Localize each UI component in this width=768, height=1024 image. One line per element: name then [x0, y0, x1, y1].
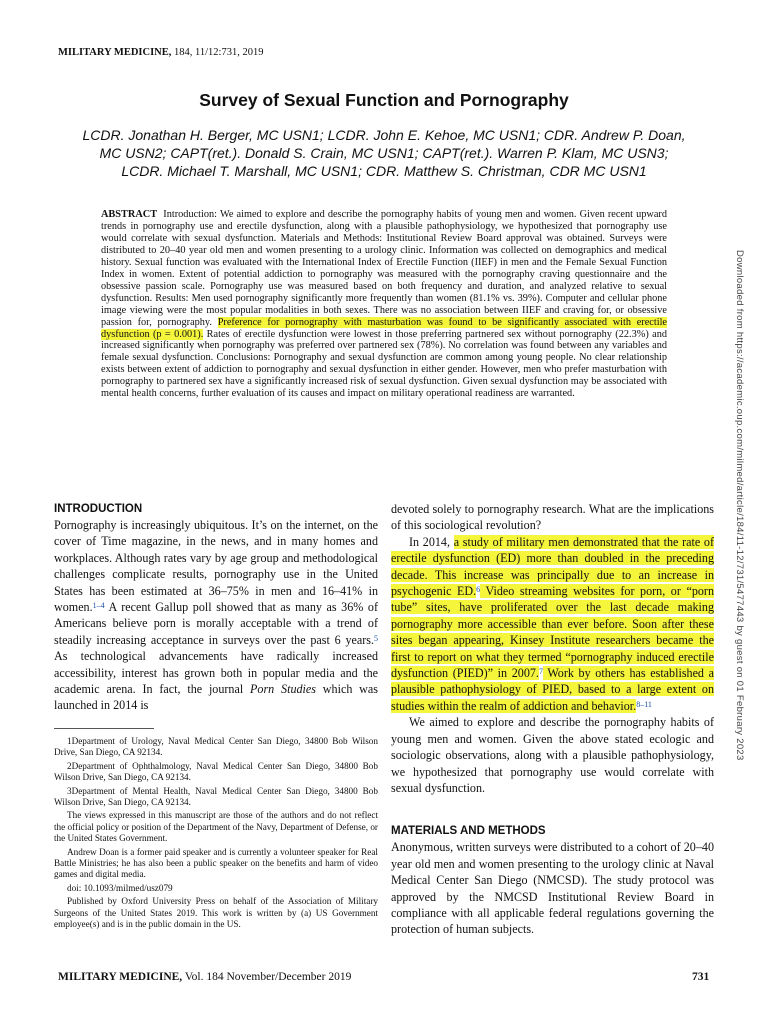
footnote: The views expressed in this manuscript are those of the authors and do not reflect the official policy or position of the Department of the Navy, Department of Defense, or the United States Government. — [54, 810, 378, 844]
footnote-divider — [54, 728, 154, 729]
download-watermark-text: Downloaded from https://academic.oup.com/milmed/article/184/11-12/731/5477443 by guest on 01 February 2023 — [734, 250, 745, 761]
intro-text-4: which was launched in 2014 is — [54, 682, 378, 713]
footnote: Andrew Doan is a former paid speaker and is currently a volunteer speaker for Real Battle Ministries; he has also been a public speaker on the benefits and harm of video games and digital media. — [54, 846, 378, 880]
abstract-label: ABSTRACT — [101, 209, 158, 220]
citation-ref[interactable]: 6 — [476, 585, 481, 595]
citation-ref[interactable]: 8–11 — [636, 699, 652, 709]
left-column — [54, 502, 378, 714]
journal-name: MILITARY MEDICINE, — [58, 47, 172, 58]
right-paragraph — [391, 534, 714, 714]
footnote-doi: doi: 10.1093/milmed/usz079 — [67, 882, 173, 893]
methods-paragraph: Anonymous, written surveys were distributed to a cohort of 20–40 year old men and women presenting to the urology clinic at Naval Medical Center San Diego (NMCSD). The study protocol was approved by the NMCSD Institutional Review Board in compliance with all applicable federal regulations governing the protection of human subjects. — [391, 840, 714, 937]
intro-text-3: As technological advancements have radically increased accessibility, interest has grown both in popular media and the academic arena. In fact, the journal — [54, 649, 378, 697]
footnote: 1Department of Urology, Naval Medical Center San Diego, 34800 Bob Wilson Drive, San Diego, CA 92134. — [54, 736, 378, 758]
right-column — [391, 501, 714, 938]
journal-title-porn-studies: Porn Studies — [250, 682, 316, 697]
right-text: In 2014, — [409, 534, 454, 549]
citation-ref[interactable]: 1–4 — [92, 601, 105, 611]
citation-ref[interactable]: 5 — [374, 633, 378, 643]
abstract-highlight: Preference for pornography with masturbation was found to be significantly associated with erectile dysfunction (p = 0.001). — [101, 316, 667, 340]
right-paragraph: We aimed to explore and describe the pornography habits of young men and women. Given the above stated ecologic and sociologic observations, along with a plausible pathophysiology, we hypothesized that pornography use would correlate with sexual dysfunction. — [391, 715, 714, 795]
page-number: 731 — [692, 971, 710, 983]
download-watermark — [733, 250, 749, 950]
author-list: LCDR. Jonathan H. Berger, MC USN1; LCDR. John E. Kehoe, MC USN1; CDR. Andrew P. Doan, MC USN2; CAPT(ret.). Donald S. Crain, MC USN1; CAPT(ret.). Warren P. Klam, MC USN3; LCDR. Michael T. Marshall, MC USN1; CDR. Matthew S. Christman, CDR MC USN1 — [82, 127, 686, 180]
footnote: 3Department of Mental Health, Naval Medical Center San Diego, 34800 Bob Wilson Drive, San Diego, CA 92134. — [54, 785, 378, 808]
article-title: Survey of Sexual Function and Pornography — [199, 90, 569, 110]
highlight-text: a study of military men demonstrated that the rate of erectile dysfunction (ED) more than doubled in the preceding decade. This increase was principally due to an increase in psychogenic ED. — [391, 534, 714, 599]
citation-ref[interactable]: 7 — [538, 667, 543, 677]
footnote: Published by Oxford University Press on behalf of the Association of Military Surgeons of the United States 2019. This work is written by (a) US Government employee(s) and is in the public domain in the US. — [54, 896, 378, 930]
footer-journal: MILITARY MEDICINE, — [58, 971, 183, 983]
footnote: 2Department of Ophthalmology, Naval Medical Center San Diego, 34800 Bob Wilson Drive, San Diego, CA 92134. — [54, 760, 378, 783]
journal-header — [58, 47, 263, 58]
introduction-paragraph — [54, 517, 378, 714]
intro-text-1: Pornography is increasingly ubiquitous. It’s on the internet, on the cover of Time magazine, in the news, and in many homes and workplaces. Although rates vary by age group and methodological challenges complicate results, pornography use in the United States has been estimated at 36–75% in men and 16–41% in women. — [54, 518, 378, 615]
footer-issue: Vol. 184 November/December 2019 — [182, 971, 352, 983]
abstract-text-post: Rates of erectile dysfunction were lowest in those preferring partnered sex without pornography (22.3%) and increased significantly when pornography was preferred over partnered sex (78%). No correlation was found between any variables and female sexual dysfunction. Conclusions: Pornography and sexual dysfunction are common among young people. No clear relationship exists between extent of addiction to pornography and sexual dysfunction in either gender. However, men who prefer masturbation with pornography to partnered sex have a significantly increased risk of sexual dysfunction. Given sexual dysfunction may be associated with mental health concerns, further evaluation of its causes and impact on military operational readiness are warranted. — [101, 328, 667, 400]
right-paragraph: devoted solely to pornography research. What are the implications of this sociological revolution? — [391, 502, 714, 533]
abstract — [101, 209, 667, 400]
methods-heading: MATERIALS AND METHODS — [391, 825, 546, 838]
highlight-text: Work by others has established a plausible pathophysiology of PIED, based to a large extent on studies within the realm of addiction and behavior. — [391, 666, 714, 713]
intro-text-2: A recent Gallup poll showed that as many as 36% of Americans believe porn is morally acceptable with a trend of steadily increasing acceptance in surveys over the past 6 years. — [54, 600, 378, 647]
introduction-heading: INTRODUCTION — [54, 503, 143, 515]
footnotes — [54, 736, 378, 933]
abstract-text-pre: Introduction: We aimed to explore and describe the pornography habits of young men and women. Given recent upward trends in pornography use and erectile dysfunction, along with a plausible pathophysiology, we hypothesized that pornography use would correlate with sexual dysfunction. Materials and Methods: Institutional Review Board approval was obtained. Surveys were distributed to 20–40 year old men and women presenting to a urology clinic. Information was collected on demographics and medical history. Sexual function was evaluated with the International Index of Erectile Function (IIEF) in men and the Female Sexual Function Index in women. Extent of potential addiction to pornography was measured with the pornography craving questionnaire and the obsessive passion scale. Pornography use was measured based on both frequency and duration, and analyzed relative to sexual dysfunction. Results: Men used pornography significantly more frequently than women (81.1% vs. 39%). Computer and cellular phone image viewing were the most popular modalities in both sexes. There was no association between IIEF and craving for, or obsessive passion for, pornography. — [101, 209, 667, 328]
highlight-text: Video streaming websites for porn, or “porn tube” sites, have proliferated over the last decade making pornography more accessible than ever before. Soon after these sites began appearing, Kinsey Institute researchers became the first to report on what they termed “pornography induced erectile dysfunction (PIED)” in 2007. — [391, 584, 714, 681]
journal-citation: 184, 11/12:731, 2019 — [171, 47, 264, 58]
page-footer — [58, 971, 351, 983]
